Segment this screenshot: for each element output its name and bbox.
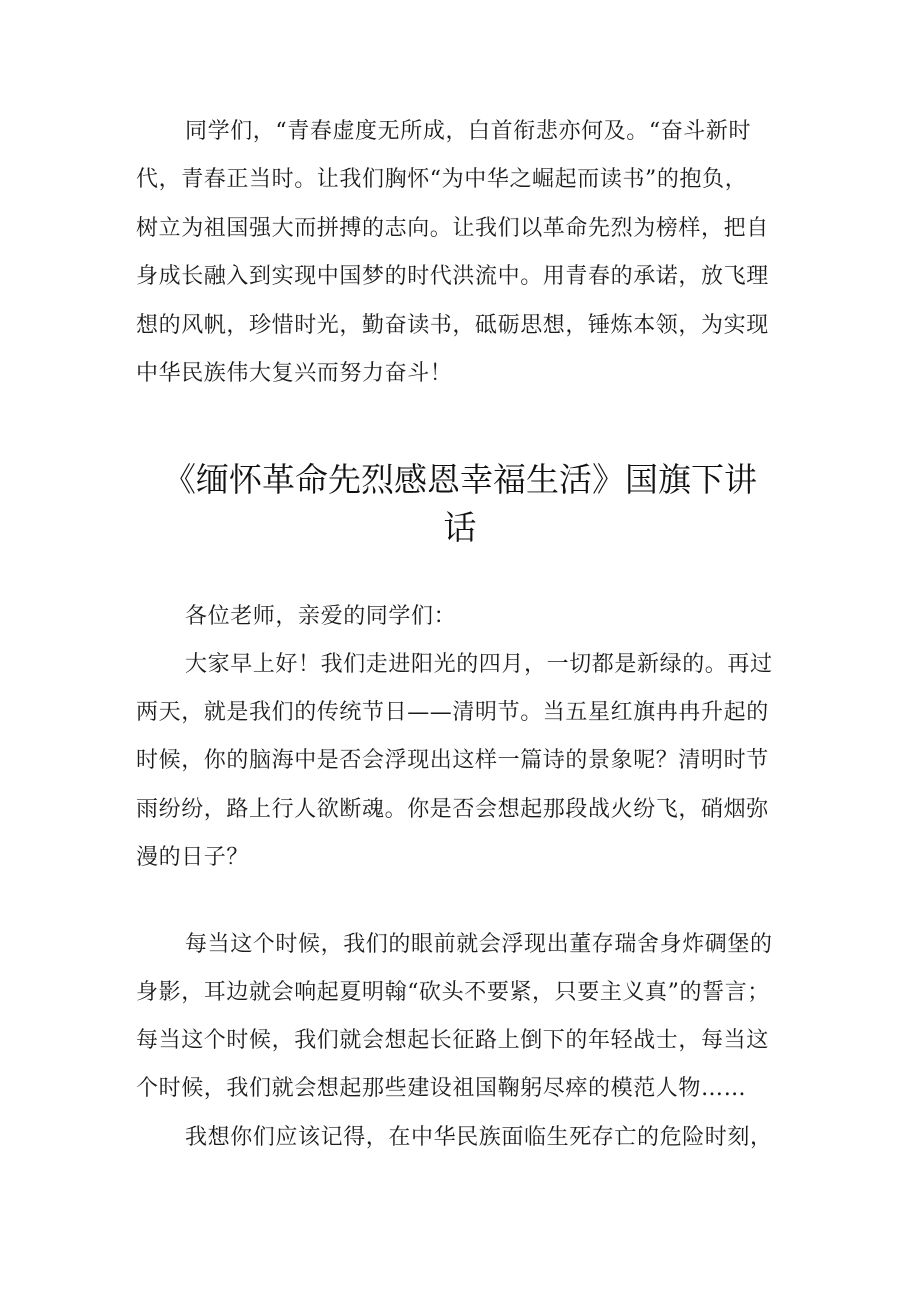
- title-line-2: 话: [443, 508, 477, 547]
- paragraph-line: 每当这个时候，我们就会想起长征路上倒下的年轻战士，每当这: [136, 1028, 769, 1053]
- paragraph-line: 雨纷纷，路上行人欲断魂。你是否会想起那段战火纷飞，硝烟弥: [136, 797, 769, 822]
- paragraph-line: 漫的日子？: [136, 845, 250, 870]
- paragraph-line: 同学们，“青春虚度无所成，白首衔悲亦何及。“奋斗新时: [185, 119, 752, 144]
- paragraph-line: 两天，就是我们的传统节日——清明节。当五星红旗冉冉升起的: [136, 700, 769, 725]
- title-line-1: 《缅怀革命先烈感恩幸福生活》国旗下讲: [163, 460, 757, 499]
- paragraph-line: 我想你们应该记得，在中华民族面临生死存亡的危险时刻，: [185, 1125, 773, 1150]
- paragraph-line: 代，青春正当时。让我们胸怀“为中华之崛起而读书”的抱负，: [136, 167, 748, 192]
- paragraph-line: 树立为祖国强大而拼搏的志向。让我们以革命先烈为榜样，把自: [136, 216, 769, 241]
- paragraph-line: 身影，耳边就会响起夏明翰“砍头不要紧，只要主义真”的誓言；: [136, 980, 770, 1005]
- paragraph-line: 每当这个时候，我们的眼前就会浮现出董存瑞舍身炸碉堡的: [185, 932, 773, 957]
- paragraph-line: 个时候，我们就会想起那些建设祖国鞠躬尽瘁的模范人物……: [136, 1076, 747, 1101]
- greeting: 各位老师，亲爱的同学们：: [185, 604, 457, 629]
- paragraph-line: 时候，你的脑海中是否会浮现出这样一篇诗的景象呢？清明时节: [136, 748, 769, 773]
- paragraph-line: 中华民族伟大复兴而努力奋斗！: [136, 361, 453, 386]
- paragraph-line: 大家早上好！我们走进阳光的四月，一切都是新绿的。再过: [185, 652, 773, 677]
- paragraph-line: 想的风帆，珍惜时光，勤奋读书，砥砺思想，锤炼本领，为实现: [136, 313, 769, 338]
- paragraph-line: 身成长融入到实现中国梦的时代洪流中。用青春的承诺，放飞理: [136, 264, 769, 289]
